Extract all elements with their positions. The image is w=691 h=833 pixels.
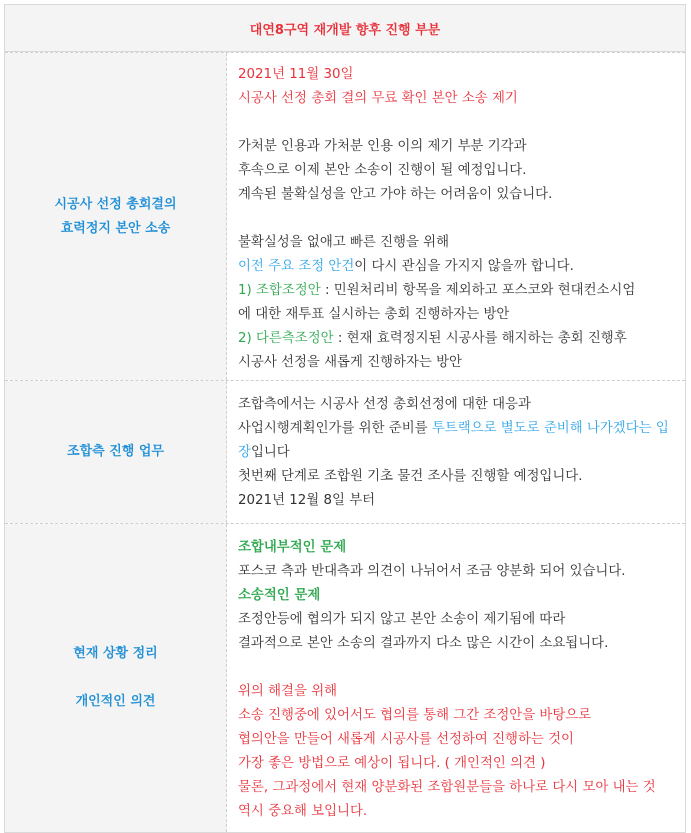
table-row-union — [5, 380, 685, 523]
row-label-union: 조합측 진행 업무 — [5, 381, 227, 523]
row-label-status: 현재 상황 정리 개인적인 의견 — [5, 524, 227, 832]
content-table — [4, 4, 686, 833]
row-body-lawsuit: 2021년 11월 30일 시공사 선정 총회 결의 무료 확인 본안 소송 제기 가처분 인용과 가처분 인용 이의 제기 부분 기각과 후속으로 이제 본안 소송이 진행이 될 예정입니다. 계속된 불확실성을 안고 가야 하는 어려움이 있습니다. 불확실성을 없애고 빠른 진행을 위해 이전 주요 조정 안건이 다시 관심을 가지지 않을까 합니다. 1) 조합조정안 : 민원처리비 항목을 제외하고 포스코와 현대컨소시엄 에 대한 재투표 실시하는 총회 진행하자는 방안 2) 다른측조정안 : 현재 효력정지된 시공사를 해지하는 총회 진행후 시공사 선정을 새롭게 진행하자는 방안 — [227, 53, 685, 380]
row-body-union: 조합측에서는 시공사 선정 총회선정에 대한 대응과 사업시행계획인가를 위한 준비를 투트랙으로 별도로 준비해 나가겠다는 입장입니다 첫번째 단계로 조합원 기초 물건 조사를 진행할 예정입니다. 2021년 12월 8일 부터 — [238, 397, 669, 508]
table-row-lawsuit — [5, 52, 685, 380]
page-title: 대연8구역 재개발 향후 진행 부분 — [249, 22, 441, 38]
row-label-lawsuit: 시공사 선정 총회결의 효력정지 본안 소송 — [5, 53, 227, 380]
table-row-status — [5, 523, 685, 832]
date-text: 2021년 11월 30일 — [238, 67, 354, 82]
highlight-text: 이전 주요 조정 안건 — [238, 259, 355, 274]
headline-text: 시공사 선정 총회 결의 무료 확인 본안 소송 제기 — [238, 91, 518, 106]
highlight-text: 투트랙으로 별도로 준비해 나가겠다는 입장 — [238, 421, 669, 460]
table-header — [5, 5, 685, 52]
option-1-label: 1) 조합조정안 — [238, 283, 325, 298]
section-heading: 조합내부적인 문제 — [238, 540, 347, 555]
row-body-status: 조합내부적인 문제 포스코 측과 반대측과 의견이 나뉘어서 조금 양분화 되어 있습니다. 소송적인 문제 조정안등에 협의가 되지 않고 본안 소송이 제기됨에 따라 결과적으로 본안 소송의 결과까지 다소 많은 시간이 소요됩니다. 위의 해결을 위해 소송 진행중에 있어서도 협의를 통해 그간 조정안을 바탕으로 협의안을 만들어 새롭게 시공사를 선정하여 진행하는 것이 가장 좋은 방법으로 예상이 됩니다. ( 개인적인 의견 ) 물론, 그과정에서 현재 양분화된 조합원분들을 하나로 다시 모아 내는 것 역시 중요해 보입니다. — [227, 524, 685, 832]
option-2-label: 2) 다른측조정안 — [238, 331, 338, 346]
section-heading: 소송적인 문제 — [238, 588, 321, 603]
